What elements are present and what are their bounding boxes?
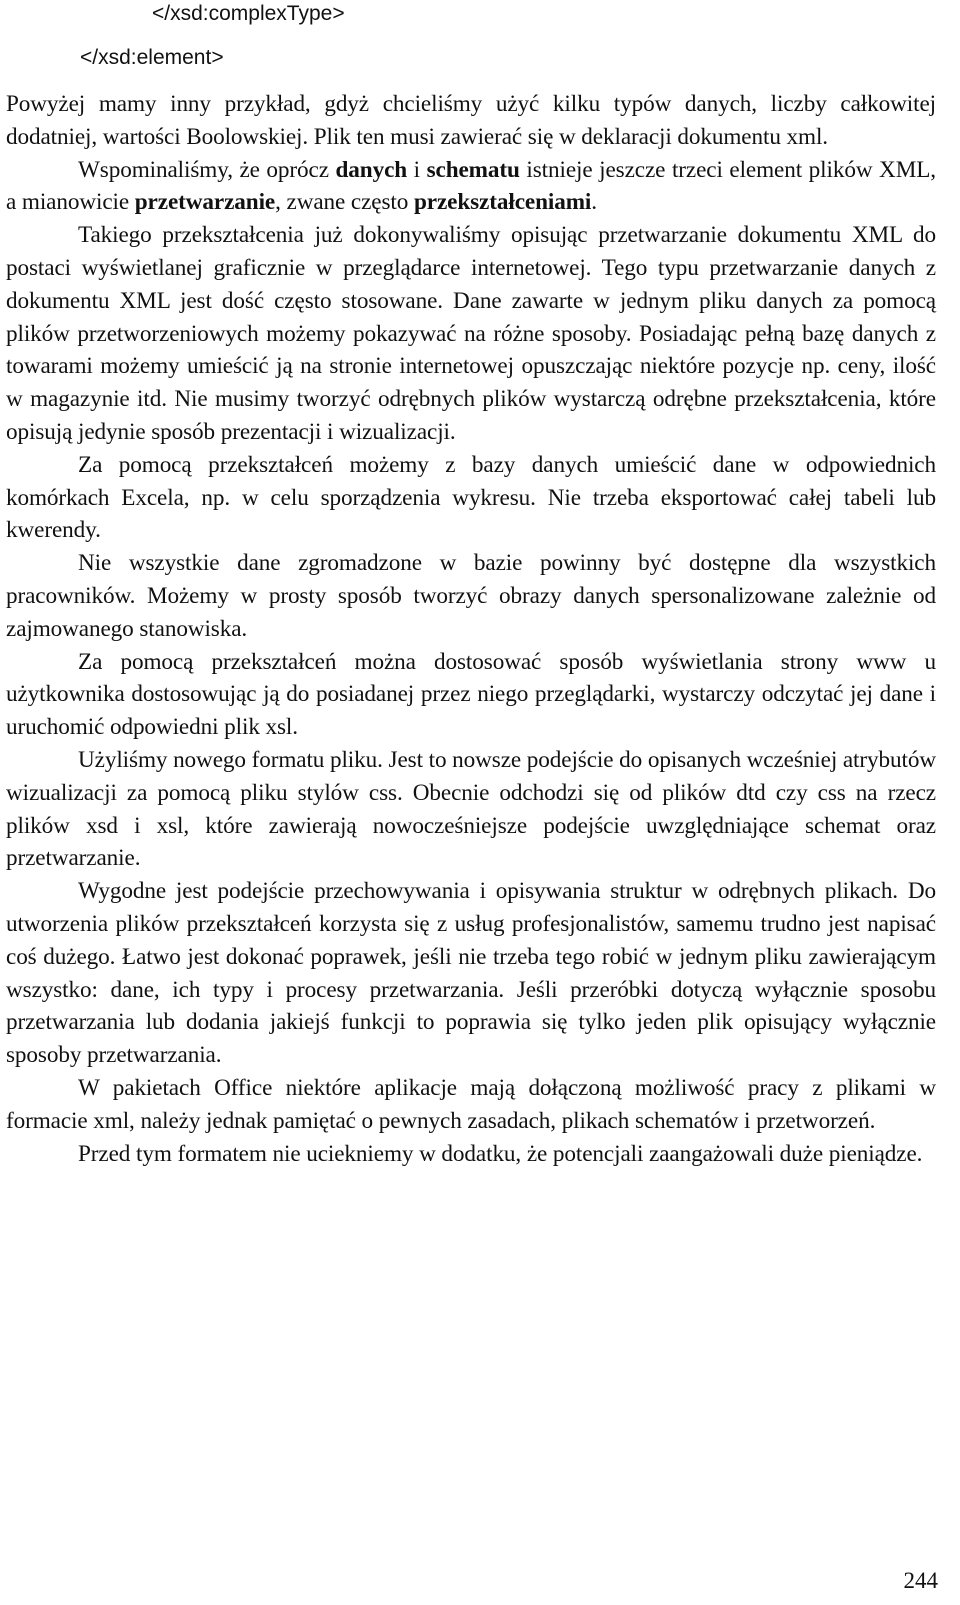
paragraph-personalized-views: Nie wszystkie dane zgromadzone w bazie powinny być dostępne dla wszystkich pracowników. Możemy w prosty sposób tworzyć obrazy danych spersonalizowane zależnie od zajmowanego stanowiska.: [6, 550, 936, 642]
document-body: [6, 88, 936, 1170]
text-segment: i: [407, 156, 427, 183]
bold-term-schema: schematu: [426, 156, 520, 183]
paragraph-browser-adaptation: Za pomocą przekształceń można dostosować sposób wyświetlania strony www u użytkownika dostosowując ją do posiadanej przez niego przeglądarki, wystarczy odczytać jej dane i uruchomić odpowiedni plik xsl.: [6, 648, 936, 741]
bold-term-transformations: przekształceniami: [413, 189, 592, 216]
paragraph-office: W pakietach Office niektóre aplikacje mają dołączoną możliwość pracy z plikami w formacie xml, należy jednak pamiętać o pewnych zasadach, plikach schematów i przetworzeń.: [6, 1074, 936, 1134]
bold-term-data: danych: [335, 156, 408, 183]
code-line-complextype-close: </xsd:complexType>: [152, 2, 345, 25]
code-line-element-close: </xsd:element>: [80, 46, 224, 69]
page-number: 244: [903, 1568, 938, 1593]
paragraph-new-format: Użyliśmy nowego formatu pliku. Jest to nowsze podejście do opisanych wcześniej atrybutów wizualizacji za pomocą pliku stylów css. Obecnie odchodzi się od plików dtd czy css na rzecz plików xsd i xsl, które zawierają nowocześniejsze podejście uwzględniające schemat oraz przetwarzanie.: [6, 746, 936, 872]
paragraph-transformations-usage: Takiego przekształcenia już dokonywaliśmy opisując przetwarzanie dokumentu XML do postaci wyświetlanej graficznie w przeglądarce internetowej. Tego typu przetwarzanie danych z dokumentu XML jest dość często stosowane. Dane zawarte w jednym pliku danych za pomocą plików przetworzeniowych możemy pokazywać na różne sposoby. Posiadając pełną bazę danych z towarami możemy umieścić ją na stronie internetowej opuszczając niektóre pozycje np. ceny, ilość w magazynie itd. Nie musimy tworzyć odrębnych plików wystarczą odrębne przekształcenia, które opisują jedynie sposób prezentacji i wizualizacji.: [6, 222, 936, 445]
text-segment: , zwane często: [275, 189, 414, 216]
paragraph-conclusion: Przed tym formatem nie uciekniemy w dodatku, że potencjali zaangażowali duże pieniądze.: [78, 1140, 923, 1167]
text-segment: .: [591, 189, 597, 216]
paragraph-types-example: Powyżej mamy inny przykład, gdyż chcieliśmy użyć kilku typów danych, liczby całkowitej dodatniej, wartości Boolowskiej. Plik ten musi zawierać się w deklaracji dokumentu xml.: [6, 91, 936, 150]
paragraph-processing-intro: [6, 154, 936, 220]
paragraph-excel: Za pomocą przekształceń możemy z bazy danych umieścić dane w odpowiednich komórkach Excela, np. w celu sporządzenia wykresu. Nie trzeba eksportować całej tabeli lub kwerendy.: [6, 451, 936, 544]
text-segment: istnieje jeszcze trzeci element plików XML, a mianowicie: [6, 156, 936, 216]
bold-term-processing: przetwarzanie: [134, 189, 276, 216]
paragraph-separate-files: Wygodne jest podejście przechowywania i opisywania struktur w odrębnych plikach. Do utworzenia plików przekształceń korzysta się z usług profesjonalistów, samemu trudno jest napisać coś dużego. Łatwo jest dokonać poprawek, jeśli nie trzeba tego robić w jednym pliku zawierającym wszystko: dane, ich typy i procesy przetwarzania. Jeśli przeróbki dotyczą wyłącznie sposobu przetwarzania lub dodania jakiejś funkcji to poprawia się tylko jeden plik opisujący wyłącznie sposoby przetwarzania.: [6, 878, 936, 1069]
text-segment: Wspominaliśmy, że oprócz: [78, 156, 336, 183]
